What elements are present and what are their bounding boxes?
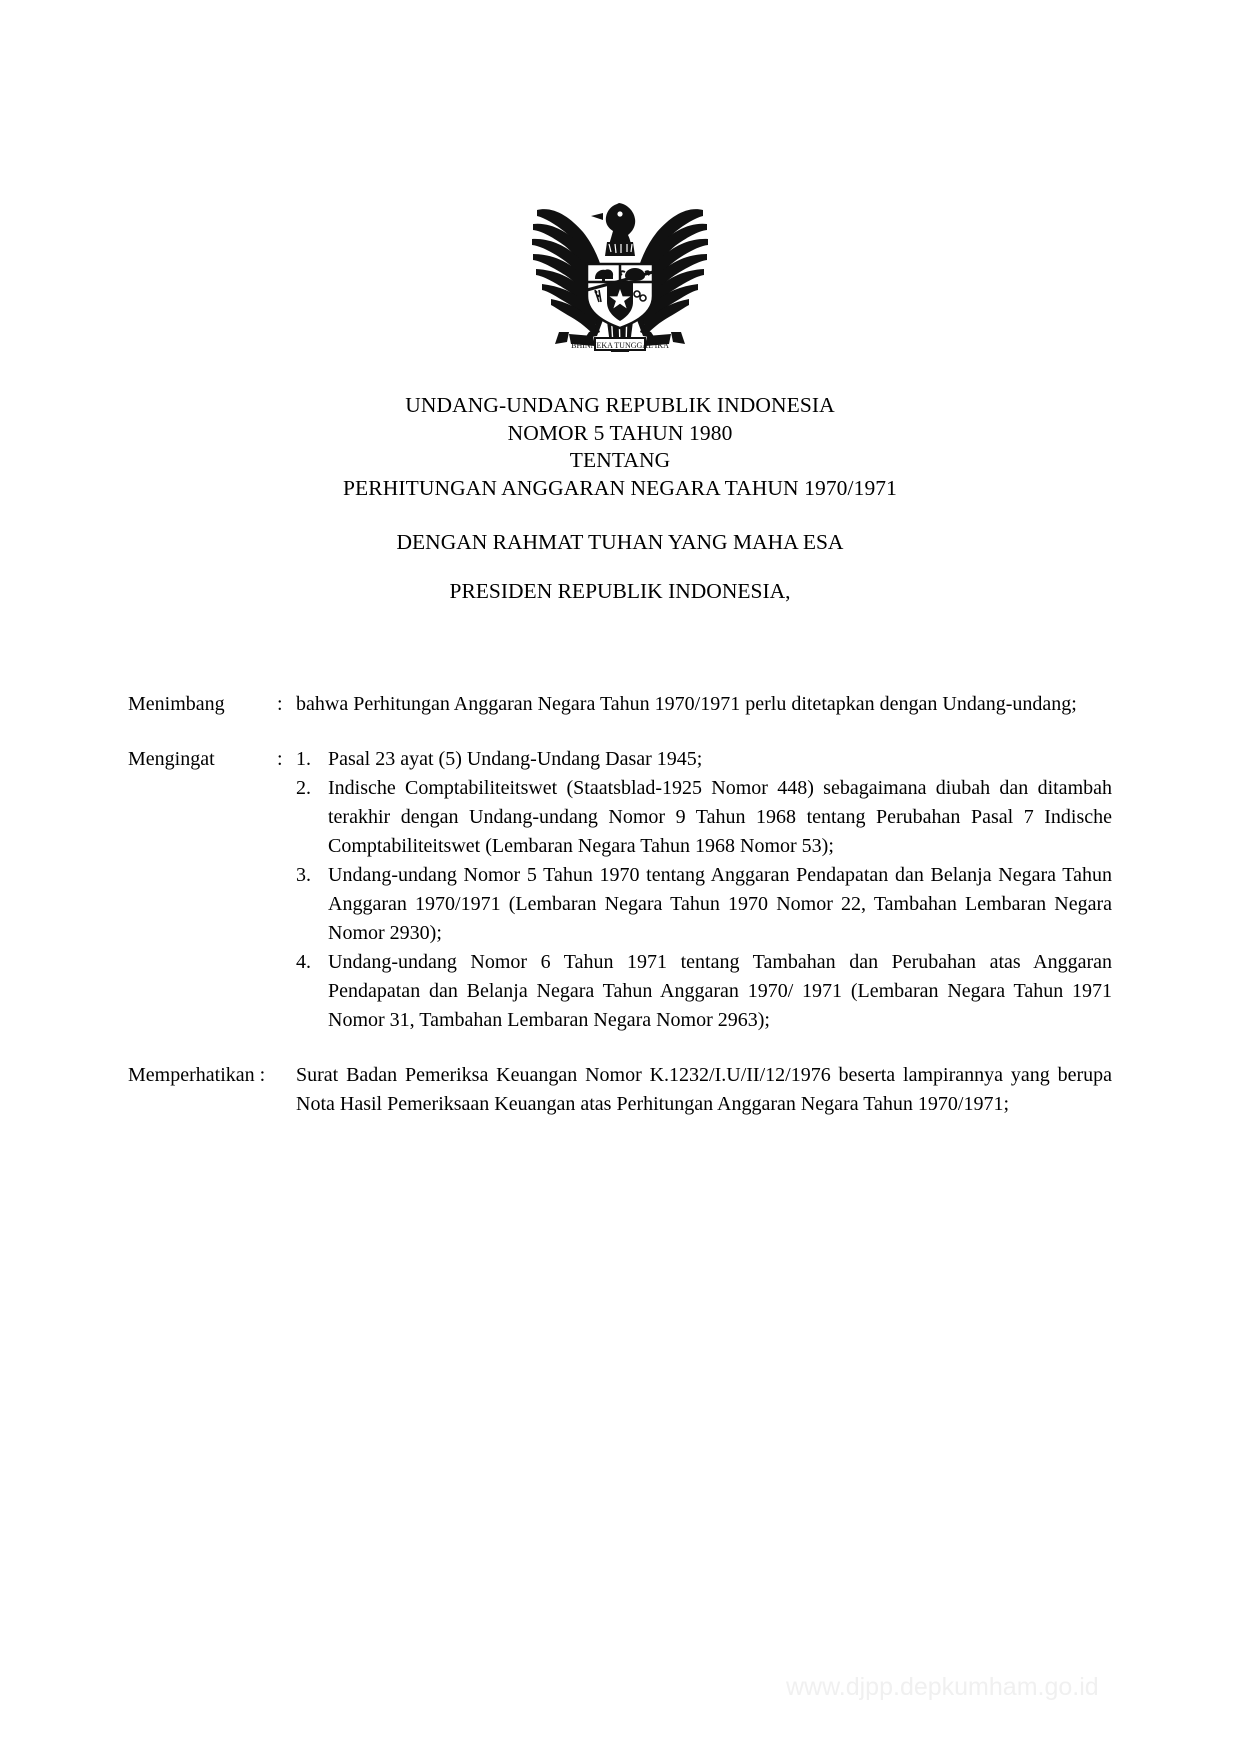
mengingat-content [296, 745, 1112, 1035]
list-item-number: 3. [296, 864, 311, 886]
garuda-pancasila-emblem [525, 186, 715, 361]
title-line-2: NOMOR 5 TAHUN 1980 [507, 420, 733, 445]
section-memperhatikan [128, 1061, 1112, 1119]
list-item-text: Undang-undang Nomor 6 Tahun 1971 tentang Tambahan dan Perubahan atas Anggaran Pendapatan dan Belanja Negara Tahun Anggaran 1970/ 1971 (Lembaran Negara Tahun 1971 Nomor 31, Tambahan Lembaran Negara Nomor 2963); [328, 951, 1112, 1031]
menimbang-text: bahwa Perhitungan Anggaran Negara Tahun 1970/1971 perlu ditetapkan dengan Undang-undang; [296, 693, 1077, 715]
list-item [296, 745, 1112, 774]
list-item-number: 4. [296, 951, 311, 973]
title-block [0, 392, 1240, 605]
list-item [296, 774, 1112, 861]
list-item [296, 948, 1112, 1035]
site-watermark: www.djpp.depkumham.go.id [786, 1673, 1099, 1701]
document-body [128, 690, 1112, 1145]
section-mengingat [128, 745, 1112, 1035]
svg-text:BHINNEKA TUNGGAL IKA: BHINNEKA TUNGGAL IKA [571, 341, 669, 350]
menimbang-colon: : [277, 693, 283, 715]
memperhatikan-label: Memperhatikan : [128, 1064, 266, 1086]
memperhatikan-content [296, 1061, 1112, 1119]
blessing-line: DENGAN RAHMAT TUHAN YANG MAHA ESA [396, 530, 844, 554]
section-menimbang [128, 690, 1112, 719]
list-item-text: Undang-undang Nomor 5 Tahun 1970 tentang Anggaran Pendapatan dan Belanja Negara Tahun Anggaran 1970/1971 (Lembaran Negara Tahun 1970 Nomor 22, Tambahan Lembaran Negara Nomor 2930); [328, 864, 1112, 944]
title-line-1: UNDANG-UNDANG REPUBLIK INDONESIA [405, 393, 835, 417]
list-item-number: 2. [296, 777, 311, 799]
list-item-text: Pasal 23 ayat (5) Undang-Undang Dasar 1945; [328, 748, 703, 770]
memperhatikan-text: Surat Badan Pemeriksa Keuangan Nomor K.1232/I.U/II/12/1976 beserta lampirannya yang berupa Nota Hasil Pemeriksaan Keuangan atas Perhitungan Anggaran Negara Tahun 1970/1971; [296, 1064, 1112, 1115]
menimbang-content [296, 690, 1112, 719]
mengingat-label: Mengingat [128, 748, 215, 770]
menimbang-label: Menimbang [128, 693, 225, 715]
title-spacer-1 [0, 502, 1240, 529]
list-item [296, 861, 1112, 948]
emblem-container [0, 186, 1240, 361]
mengingat-list [296, 745, 1112, 1035]
mengingat-colon: : [277, 748, 283, 770]
authority-line: PRESIDEN REPUBLIK INDONESIA, [449, 578, 791, 603]
list-item-text: Indische Comptabiliteitswet (Staatsblad-1925 Nomor 448) sebagaimana diubah dan ditambah terakhir dengan Undang-undang Nomor 9 Tahun 1968 tentang Perubahan Pasal 7 Indische Comptabiliteitswet (Lembaran Negara Tahun 1968 Nomor 53); [328, 777, 1112, 857]
list-item-number: 1. [296, 748, 311, 770]
title-line-3: TENTANG [569, 448, 671, 472]
title-line-4: PERHITUNGAN ANGGARAN NEGARA TAHUN 1970/1971 [342, 475, 898, 500]
title-spacer-2 [0, 557, 1240, 578]
